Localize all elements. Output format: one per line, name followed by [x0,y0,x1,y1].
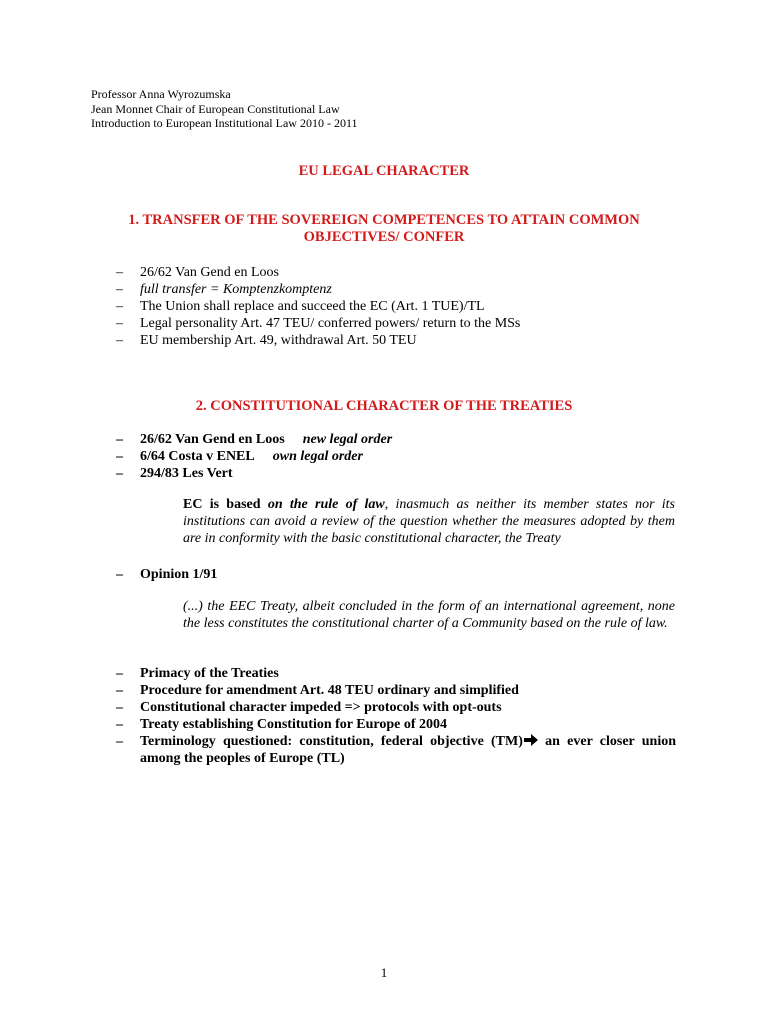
dash-bullet: – [116,333,123,348]
section2-cases [116,431,392,482]
case-item: – 294/83 Les Vert [116,466,233,481]
section1-title-line2: OBJECTIVES/ CONFER [303,229,465,245]
section1-title [0,212,768,246]
list-item: – 26/62 Van Gend en Loos [116,265,279,280]
dash-bullet: – [116,282,123,297]
chair-name: Jean Monnet Chair of European Constitutional Law [91,101,340,116]
case-item: – 26/62 Van Gend en Loos new legal order [116,432,393,447]
dash-bullet: – [116,316,123,331]
list-item: – The Union shall replace and succeed the EC (Art. 1 TUE)/TL [116,299,485,314]
dash-bullet: – [116,466,123,481]
eec-treaty-quote: (...) the EEC Treaty, albeit concluded in the form of an international agreement, none the less constitutes the constitutional charter of a Community based on the rule of law. [183,599,675,631]
dash-bullet: – [116,683,123,698]
dash-bullet: – [116,432,123,447]
dash-bullet: – [116,265,123,280]
section2-list [116,665,676,767]
right-arrow-icon [524,734,538,746]
list-item: – Primacy of the Treaties [116,666,279,681]
course-name: Introduction to European Institutional Law 2010 - 2011 [91,116,358,130]
list-item: – Terminology questioned: constitution, federal objective (TM) an ever closer union among the peoples of Europe (TL) [116,734,676,766]
dash-bullet: – [116,700,123,715]
list-item: – Legal personality Art. 47 TEU/ conferred powers/ return to the MSs [116,316,521,331]
dash-bullet: – [116,717,123,732]
opinion-item: – Opinion 1/91 [116,567,218,582]
list-item: – Procedure for amendment Art. 48 TEU ordinary and simplified [116,683,519,698]
section2-title: 2. CONSTITUTIONAL CHARACTER OF THE TREATIES [195,398,573,414]
list-item: – Treaty establishing Constitution for Europe of 2004 [116,717,447,732]
main-title: EU LEGAL CHARACTER [298,163,470,179]
dash-bullet: – [116,666,123,681]
dash-bullet: – [116,299,123,314]
list-item: – EU membership Art. 49, withdrawal Art. 50 TEU [116,333,417,348]
case-item: – 6/64 Costa v ENEL own legal order [116,449,363,464]
case-tag: new legal order [302,432,393,447]
section1-list [116,264,520,349]
case-tag: own legal order [272,449,363,464]
section1-title-line1: 1. TRANSFER OF THE SOVEREIGN COMPETENCES TO ATTAIN COMMON [128,212,640,228]
document-header [91,87,358,131]
list-item: – full transfer = Komptenzkomptenz [116,282,332,297]
list-item: – Constitutional character impeded => protocols with opt-outs [116,700,502,715]
page-number: 1 [380,965,388,980]
dash-bullet: – [116,449,123,464]
dash-bullet: – [116,734,123,749]
author-name: Professor Anna Wyrozumska [91,87,231,101]
dash-bullet: – [116,567,123,582]
rule-of-law-quote: EC is based on the rule of law, inasmuch as neither its member states nor its institutions can avoid a review of the question whether the measures adopted by them are in conformity with the basic constitutional character, the Treaty [183,497,676,546]
